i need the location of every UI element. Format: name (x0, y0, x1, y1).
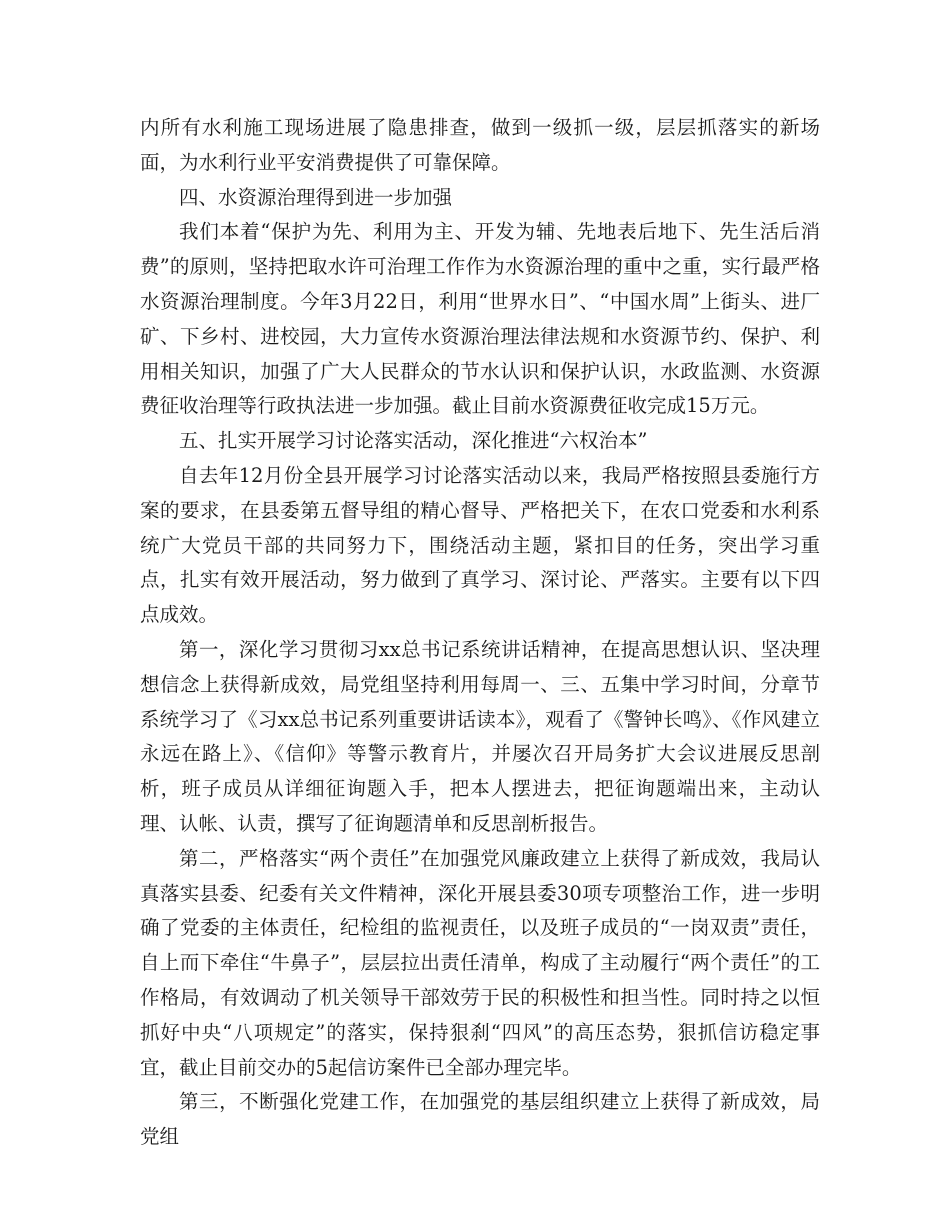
paragraph: 第二，严格落实“两个责任”在加强党风廉政建立上获得了新成效，我局认真落实县委、纪委有关文件精神，深化开展县委30项专项整治工作，进一步明确了党委的主体责任，纪检组的监视责任，以及班子成员的“一岗双责”责任，自上而下牵住“牛鼻子”，层层拉出责任清单，构成了主动履行“两个责任”的工作格局，有效调动了机关领导干部效劳于民的积极性和担当性。同时持之以恒抓好中央“八项规定”的落实，保持狠刹“四风”的高压态势，狠抓信访稳定事宜，截止目前交办的5起信访案件已全部办理完毕。 (140, 846, 820, 1079)
paragraph: 内所有水利施工现场进展了隐患排查，做到一级抓一级，层层抓落实的新场面，为水利行业平安消费提供了可靠保障。 (140, 116, 820, 174)
paragraph: 自去年12月份全县开展学习讨论落实活动以来，我局严格按照县委施行方案的要求，在县委第五督导组的精心督导、严格把关下，在农口党委和水利系统广大党员干部的共同努力下，围绕活动主题，紧扣目的任务，突出学习重点，扎实有效开展活动，努力做到了真学习、深讨论、严落实。主要有以下四点成效。 (140, 463, 820, 627)
document-body (140, 111, 820, 1155)
section-heading: 四、水资源治理得到进一步加强 (179, 185, 453, 209)
section-heading: 五、扎实开展学习讨论落实活动，深化推进“六权治本” (179, 429, 648, 453)
paragraph: 第三，不断强化党建工作，在加强党的基层组织建立上获得了新成效，局党组 (140, 1090, 820, 1149)
paragraph: 第一，深化学习贯彻习xx总书记系统讲话精神，在提高思想认识、坚决理想信念上获得新成效，局党组坚持利用每周一、三、五集中学习时间，分章节系统学习了《习xx总书记系列重要讲话读本》，观看了《警钟长鸣》、《作风建立永远在路上》、《信仰》等警示教育片，并屡次召开局务扩大会议进展反思剖析，班子成员从详细征询题入手，把本人摆进去，把征询题端出来，主动认理、认帐、认责，撰写了征询题清单和反思剖析报告。 (140, 637, 820, 835)
paragraph: 我们本着“保护为先、利用为主、开发为辅、先地表后地下、先生活后消费”的原则，坚持把取水许可治理工作作为水资源治理的重中之重，实行最严格水资源治理制度。今年3月22日，利用“世界水日”、“中国水周”上街头、进厂矿、下乡村、进校园，大力宣传水资源治理法律法规和水资源节约、保护、利用相关知识，加强了广大人民群众的节水认识和保护认识，水政监测、水资源费征收治理等行政执法进一步加强。截止目前水资源费征收完成15万元。 (140, 220, 820, 418)
